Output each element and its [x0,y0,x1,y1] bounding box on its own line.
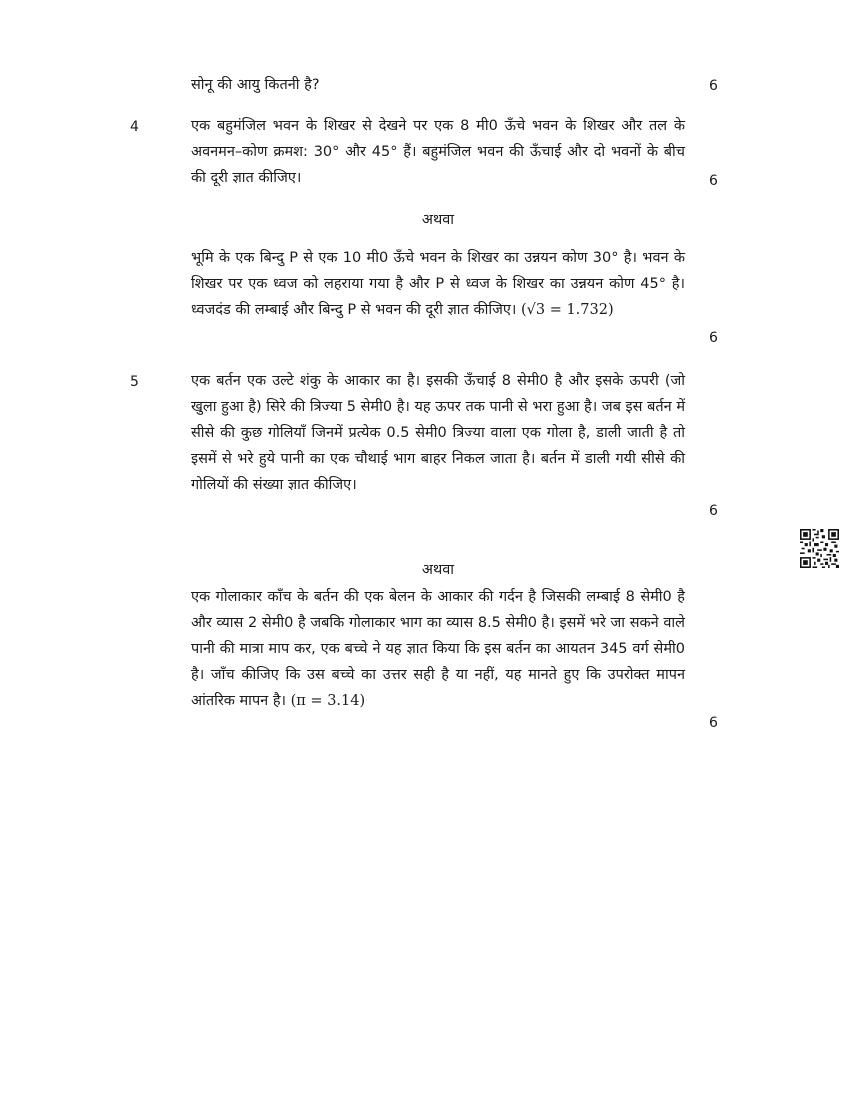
question-5-alternative-body: एक गोलाकार काँच के बर्तन की एक बेलन के आकार की गर्दन है जिसकी लम्बाई 8 सेमी0 है और व्यास 2 सेमी0 है जबकि गोलाकार भाग का व्यास 8.5 सेमी0 है। इसमें भरे जा सकने वाले पानी की मात्रा माप कर, एक बच्चे ने यह ज्ञात किया कि इस बर्तन का आयतन 345 वर्ग सेमी0 है। जाँच कीजिए कि उस बच्चे का उत्तर सही है या नहीं, यह मानते हुए कि उपरोक्त मापन आंतरिक मापन है। [191,589,685,709]
question-5-alternative-text [191,584,685,714]
marks-q4: 6 [709,173,718,189]
question-5-text: एक बर्तन एक उल्टे शंकु के आकार का है। इसकी ऊँचाई 8 सेमी0 है और इसके ऊपरी (जो खुला हुआ है) सिरे की त्रिज्या 5 सेमी0 है। यह ऊपर तक पानी से भरा हुआ है। जब इस बर्तन में सीसे की कुछ गोलियाँ जिनमें प्रत्येक 0.5 सेमी0 त्रिज्या वाला एक गोला है, डाली जाती है तो इसमें से भरे हुये पानी का एक चौथाई भाग बाहर निकल जाता है। बर्तन में डाली गयी सीसे की गोलियों की संख्या ज्ञात कीजिए। [191,373,685,493]
question-number-5: 5 [130,374,139,390]
or-label-q5: अथवा [421,562,455,578]
marks-q5-alternative: 6 [709,715,718,731]
marks-q5: 6 [709,503,718,519]
question-4-text: एक बहुमंजिल भवन के शिखर से देखने पर एक 8 मी0 ऊँचे भवन के शिखर और तल के अवनमन–कोण क्रमश: 30° और 45° हैं। बहुमंजिल भवन की ऊँचाई और दो भवनों के बीच की दूरी ज्ञात कीजिए। [191,118,685,186]
question-4-alternative-text [191,245,685,323]
marks-continuation: 6 [709,78,718,94]
question-number-4: 4 [130,119,139,135]
or-label-q4: अथवा [421,212,455,228]
pi-formula: (π = 3.14) [290,693,366,709]
question-4-alternative-body: भूमि के एक बिन्दु P से एक 10 मी0 ऊँचे भवन के शिखर का उन्नयन कोण 30° है। भवन के शिखर पर एक ध्वज को लहराया गया है और P से ध्वज के शिखर का उन्नयन कोण 45° है। ध्वजदंड की लम्बाई और बिन्दु P से भवन की दूरी ज्ञात कीजिए। [191,250,685,318]
marks-q4-alternative: 6 [709,330,718,346]
question-continuation-text: सोनू की आयु कितनी है? [191,77,320,93]
qr-code-icon [800,529,839,568]
sqrt3-formula: (√3 = 1.732) [520,302,614,318]
